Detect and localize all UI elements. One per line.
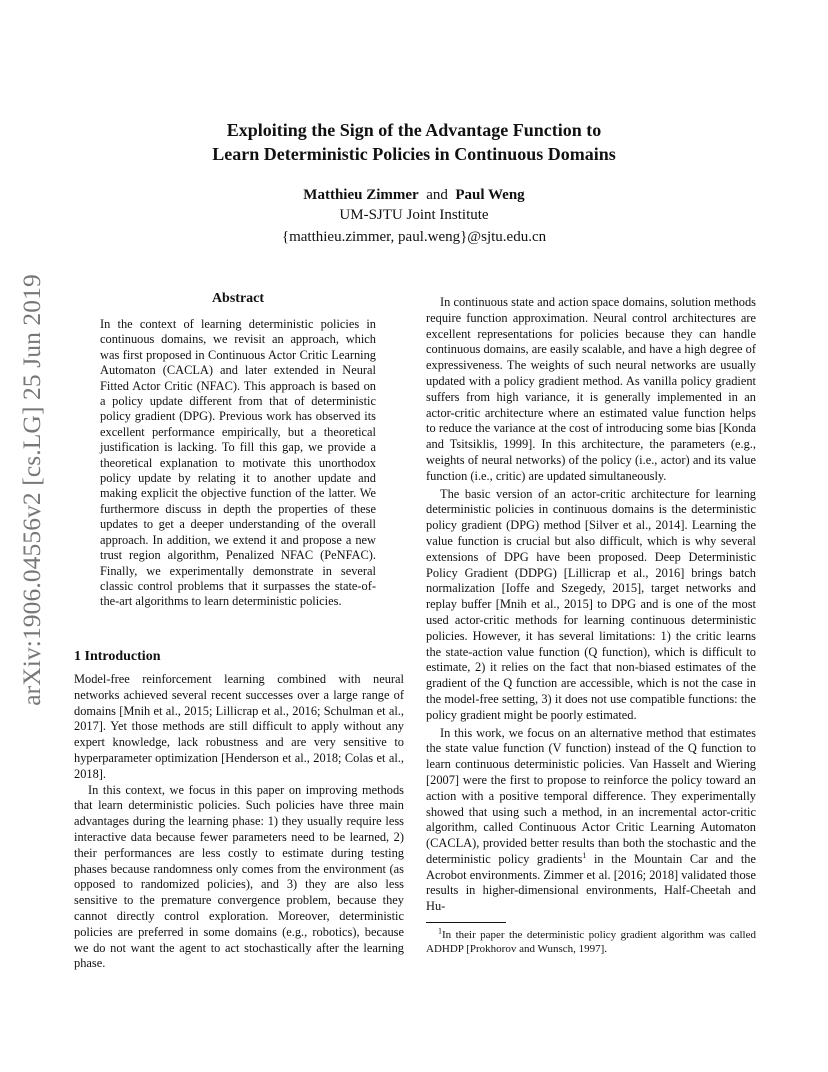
arxiv-identifier-text: arXiv:1906.04556v2 [cs.LG] 25 Jun 2019 xyxy=(17,274,46,706)
introduction-body xyxy=(74,672,404,972)
intro-paragraph-1: Model-free reinforcement learning combined with neural networks achieved several recent successes over a large range of domains [Mnih et al., 2015; Lillicrap et al., 2016; Schulman et al., 2017]. Yet those methods are still difficult to apply without any expert knowledge, lack robustness and are very sensitive to hyperparameter optimization [Henderson et al., 2018; Colas et al., 2018]. xyxy=(74,672,404,781)
affiliation: UM-SJTU Joint Institute xyxy=(339,207,489,223)
footnote xyxy=(426,928,756,956)
paper-title xyxy=(90,118,738,166)
right-paragraph-2: The basic version of an actor-critic architecture for learning deterministic policies in continuous domains is the deterministic policy gradient (DPG) method [Silver et al., 2014]. Learning the value function is crucial but also difficult, which is why several extensions of DPG have been proposed. Deep Deterministic Policy Gradient (DDPG) [Lillicrap et al., 2016] brings batch normalization [Ioffe and Szegedy, 2015], target networks and replay buffer [Mnih et al., 2015] to DPG and is one of the most used actor-critic methods for learning continuous deterministic policies. However, it has several limitations: 1) the critic learns the state-action value function (Q function), which is difficult to estimate, 2) it relies on the fact that non-biased estimates of the gradient of the Q function are accessible, which is not the case in the model-free setting, 3) it does not use compatible functions: the policy gradient might be poorly estimated. xyxy=(426,486,756,722)
footnote-marker: 1 xyxy=(582,850,587,860)
title-line-1: Exploiting the Sign of the Advantage Function to xyxy=(226,120,602,140)
footnote-number: 1 xyxy=(438,926,442,936)
right-column-body xyxy=(426,295,756,917)
footnote-text: In their paper the deterministic policy gradient algorithm was called ADHDP [Prokhorov and Wunsch, 1997]. xyxy=(426,929,756,955)
author-line xyxy=(90,184,738,206)
author-conjunction: and xyxy=(426,187,448,203)
abstract-heading: Abstract xyxy=(211,291,265,306)
abstract-body: In the context of learning deterministic policies in continuous domains, we revisit an approach, which was first proposed in Continuous Actor Critic Learning Automaton (CACLA) and later extended in Neural Fitted Actor Critic (NFAC). This approach is based on a policy update different from that of deterministic policy gradient (DPG). Previous work has observed its excellent performance empirically, but a theoretical justification is lacking. To fill this gap, we provide a theoretical explanation to motivate this unorthodox policy update by relating it to another update and making explicit the objective function of the latter. We furthermore discuss in depth the properties of these updates to get a deeper understanding of the overall approach. In addition, we extend it and propose a new trust region algorithm, Penalized NFAC (PeNFAC). Finally, we experimentally demonstrate in several classic control problems that it surpasses the state-of-the-art algorithms to learn deterministic policies. xyxy=(100,317,376,609)
right-paragraph-3-text: In this work, we focus on an alternative method that estimates the state value function (V function) instead of the Q function to learn continuous deterministic policies. Van Hasselt and Wiering [2007] were the first to propose to reinforce the policy toward an action with a positive temporal difference. They experimentally showed that using such a method, in an incremental actor-critic algorithm, called Continuous Actor Critic Learning Automaton (CACLA), provided better results than both the stochastic and the deterministic policy gradients xyxy=(426,725,756,866)
right-paragraph-3-tail: in the Mountain Car and the Acrobot environments. Zimmer et al. [2016; 2018] validated those results in higher-dimensional environments, Half-Cheetah and Hu- xyxy=(426,851,756,914)
author-1: Matthieu Zimmer xyxy=(303,187,419,203)
footnote-separator xyxy=(426,922,506,923)
section-heading-introduction: 1 Introduction xyxy=(74,649,161,664)
right-paragraph-1: In continuous state and action space domains, solution methods require function approximation. Neural control architectures are excellent representations for policies because they can handle continuous domains, are easily scalable, and have a high degree of expressiveness. The weights of such neural networks are usually updated with a policy gradient method. As vanilla policy gradient suffers from high variance, it is generally implemented in an actor-critic architecture where an estimated value function helps to reduce the variance at the cost of introducing some bias [Konda and Tsitsiklis, 1999]. In this architecture, the parameters (e.g., weights of neural networks) of the policy (i.e., actor) and its value function (i.e., critic) are updated simultaneously. xyxy=(426,295,756,483)
arxiv-identifier-stamp xyxy=(12,274,52,706)
author-2: Paul Weng xyxy=(455,187,525,203)
right-paragraph-3 xyxy=(426,726,756,916)
intro-paragraph-2: In this context, we focus in this paper on improving methods that learn deterministic policies. Such policies have three main advantages during the learning phase: 1) they usually require less interactive data because fewer parameters need to be learned, 2) their performances are less costly to estimate during testing phases because randomness only comes from the environment (as opposed to randomized policies), and 3) they are also less sensitive to the premature convergence problem, because they cannot directly control exploration. Moreover, deterministic policies are preferred in some domains (e.g., robotics), because we do not want the agent to act stochastically after the learning phase. xyxy=(74,782,404,971)
title-line-2: Learn Deterministic Policies in Continuous Domains xyxy=(212,144,616,164)
author-emails: {matthieu.zimmer, paul.weng}@sjtu.edu.cn xyxy=(281,229,547,245)
